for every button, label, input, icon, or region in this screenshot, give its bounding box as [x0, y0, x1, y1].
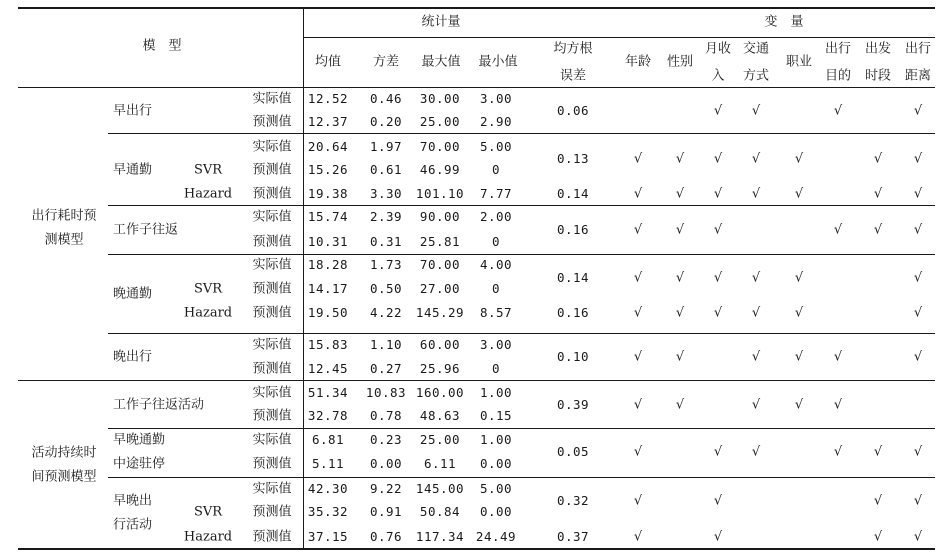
block-name: 早出行: [113, 103, 153, 118]
block-name-line1: 早晚出: [113, 493, 153, 508]
min-value: 2.00: [479, 208, 513, 224]
check-mark-income: √: [713, 151, 723, 166]
check-mark-age: √: [633, 151, 643, 166]
submodel-label: SVR: [193, 162, 223, 178]
max-value: 145.29: [415, 304, 465, 320]
value-type-label: 预测值: [252, 529, 292, 545]
check-mark-income: √: [713, 103, 723, 118]
check-mark-gender: √: [675, 270, 685, 285]
block-rule: [108, 205, 935, 206]
check-mark-age: √: [633, 493, 643, 508]
check-mark-purpose: √: [833, 444, 843, 460]
col-header-income-line2: 入: [711, 68, 725, 84]
block-rule: [108, 133, 935, 134]
check-mark-job: √: [794, 305, 804, 321]
max-value: 30.00: [419, 90, 461, 106]
min-value: 8.57: [479, 304, 513, 320]
variance-value: 0.50: [369, 280, 403, 296]
check-mark-distance: √: [913, 493, 923, 508]
min-value: 0.00: [479, 455, 513, 471]
check-mark-distance: √: [913, 151, 923, 166]
stats-header: 统计量: [421, 14, 461, 30]
max-value: 70.00: [419, 256, 461, 272]
min-value: 0: [491, 360, 501, 376]
block-name-line2: 中途驻停: [113, 456, 166, 472]
rmse-value: 0.39: [556, 396, 590, 412]
check-mark-age: √: [633, 305, 643, 321]
mean-value: 32.78: [307, 407, 349, 423]
max-value: 25.96: [419, 360, 461, 376]
col-header-rmse-line1: 均方根: [553, 41, 593, 57]
col-header-age: 年龄: [624, 54, 652, 70]
value-type-label: 预测值: [252, 162, 292, 178]
variance-value: 0.20: [369, 113, 403, 129]
max-value: 46.99: [419, 161, 461, 177]
block-rule: [108, 333, 935, 334]
submodel-label: Hazard: [183, 529, 233, 545]
check-mark-job: √: [794, 270, 804, 285]
min-value: 0: [491, 161, 501, 177]
variance-value: 1.97: [369, 138, 403, 154]
mean-value: 20.64: [307, 138, 349, 154]
col-header-mode-line1: 交通: [742, 41, 770, 57]
rmse-value: 0.13: [556, 150, 590, 166]
check-mark-income: √: [713, 222, 723, 237]
mean-value: 37.15: [307, 528, 349, 544]
rmse-value: 0.14: [556, 185, 590, 201]
rmse-value: 0.16: [556, 221, 590, 237]
check-mark-mode: √: [751, 270, 761, 285]
col-header-rmse-line2: 误差: [559, 68, 587, 84]
mean-value: 18.28: [307, 256, 349, 272]
max-value: 60.00: [419, 336, 461, 352]
check-mark-mode: √: [751, 103, 761, 118]
check-mark-purpose: √: [833, 349, 843, 365]
col-header-distance-line2: 距离: [904, 68, 932, 84]
value-type-label: 预测值: [252, 504, 292, 520]
check-mark-period: √: [873, 186, 883, 202]
variance-value: 3.30: [369, 185, 403, 201]
block-rule: [108, 254, 935, 255]
min-value: 7.77: [479, 185, 513, 201]
max-value: 48.63: [419, 407, 461, 423]
check-mark-mode: √: [751, 186, 761, 202]
check-mark-period: √: [873, 493, 883, 508]
check-mark-income: √: [713, 305, 723, 321]
check-mark-mode: √: [751, 444, 761, 460]
min-value: 0: [491, 280, 501, 296]
check-mark-age: √: [633, 444, 643, 460]
col-header-gender: 性别: [666, 54, 694, 70]
rmse-value: 0.32: [556, 492, 590, 508]
check-mark-distance: √: [913, 222, 923, 237]
check-mark-age: √: [633, 270, 643, 285]
rmse-value: 0.37: [556, 528, 590, 544]
group-label-line1: 出行耗时预: [31, 208, 97, 224]
max-value: 117.34: [415, 528, 465, 544]
block-name: 晚通勤: [113, 286, 153, 302]
check-mark-distance: √: [913, 305, 923, 321]
block-rule: [108, 428, 935, 429]
min-value: 4.00: [479, 256, 513, 272]
check-mark-income: √: [713, 444, 723, 460]
check-mark-gender: √: [675, 222, 685, 237]
min-value: 24.49: [475, 528, 517, 544]
mean-value: 12.37: [307, 113, 349, 129]
max-value: 160.00: [415, 384, 465, 400]
col-header-purpose-line2: 目的: [824, 68, 852, 84]
check-mark-distance: √: [913, 186, 923, 202]
stats-divider: [303, 7, 304, 548]
min-value: 0.15: [479, 407, 513, 423]
top-rule: [18, 7, 935, 9]
max-value: 25.81: [419, 233, 461, 249]
value-type-label: 实际值: [252, 481, 292, 497]
check-mark-period: √: [873, 444, 883, 460]
value-type-label: 实际值: [252, 209, 292, 225]
check-mark-gender: √: [675, 397, 685, 412]
max-value: 101.10: [415, 185, 465, 201]
min-value: 0.00: [479, 503, 513, 519]
check-mark-purpose: √: [833, 397, 843, 412]
mean-value: 15.83: [307, 336, 349, 352]
submodel-label: SVR: [193, 281, 223, 297]
col-header-income-line1: 月收: [704, 41, 732, 57]
col-header-period-line2: 时段: [864, 68, 892, 84]
rmse-value: 0.05: [556, 443, 590, 459]
min-value: 3.00: [479, 90, 513, 106]
value-type-label: 预测值: [252, 281, 292, 297]
mean-value: 10.31: [307, 233, 349, 249]
check-mark-age: √: [633, 222, 643, 237]
block-name-line1: 早晚通勤: [113, 432, 166, 448]
value-type-label: 实际值: [252, 337, 292, 353]
check-mark-job: √: [794, 349, 804, 365]
col-header-purpose-line1: 出行: [824, 41, 852, 57]
mean-value: 14.17: [307, 280, 349, 296]
value-type-label: 预测值: [252, 114, 292, 130]
group-label-line2: 测模型: [44, 232, 84, 248]
header-bottom-rule: [18, 87, 935, 88]
vars-header: 变 量: [764, 14, 804, 30]
check-mark-age: √: [633, 397, 643, 412]
check-mark-period: √: [873, 151, 883, 166]
max-value: 90.00: [419, 208, 461, 224]
max-value: 6.11: [423, 455, 457, 471]
check-mark-job: √: [794, 151, 804, 166]
block-name-line2: 行活动: [113, 517, 153, 532]
rmse-value: 0.06: [556, 102, 590, 118]
mean-value: 19.38: [307, 185, 349, 201]
check-mark-age: √: [633, 349, 643, 365]
model-header: 模 型: [142, 38, 182, 54]
max-value: 25.00: [419, 113, 461, 129]
variance-value: 2.39: [369, 208, 403, 224]
mean-value: 35.32: [307, 503, 349, 519]
max-value: 27.00: [419, 280, 461, 296]
mean-value: 42.30: [307, 480, 349, 496]
min-value: 2.90: [479, 113, 513, 129]
value-type-label: 实际值: [252, 432, 292, 448]
col-header-mean: 均值: [314, 54, 342, 70]
block-name: 工作子往返: [113, 222, 179, 237]
col-header-min: 最小值: [478, 54, 518, 70]
max-value: 50.84: [419, 503, 461, 519]
check-mark-mode: √: [751, 151, 761, 166]
check-mark-mode: √: [751, 397, 761, 412]
check-mark-period: √: [873, 222, 883, 237]
variance-value: 0.31: [369, 233, 403, 249]
mean-value: 12.52: [307, 90, 349, 106]
check-mark-distance: √: [913, 349, 923, 365]
min-value: 1.00: [479, 384, 513, 400]
value-type-label: 实际值: [252, 257, 292, 273]
variance-value: 0.46: [369, 90, 403, 106]
check-mark-income: √: [713, 493, 723, 508]
value-type-label: 预测值: [252, 234, 292, 250]
value-type-label: 预测值: [252, 305, 292, 321]
col-header-period-line1: 出发: [864, 41, 892, 57]
check-mark-purpose: √: [833, 103, 843, 118]
check-mark-mode: √: [751, 349, 761, 365]
variance-value: 0.76: [369, 528, 403, 544]
min-value: 1.00: [479, 431, 513, 447]
col-header-job: 职业: [785, 54, 813, 70]
submodel-label: Hazard: [183, 186, 233, 202]
submodel-label: SVR: [193, 504, 223, 520]
rmse-value: 0.10: [556, 348, 590, 364]
variance-value: 1.73: [369, 256, 403, 272]
check-mark-purpose: √: [833, 222, 843, 237]
value-type-label: 预测值: [252, 361, 292, 377]
mean-value: 51.34: [307, 384, 349, 400]
value-type-label: 预测值: [252, 408, 292, 424]
variance-value: 4.22: [369, 304, 403, 320]
rmse-value: 0.14: [556, 269, 590, 285]
value-type-label: 预测值: [252, 456, 292, 472]
header-sub-rule: [303, 37, 935, 38]
check-mark-income: √: [713, 529, 723, 545]
variance-value: 0.00: [369, 455, 403, 471]
check-mark-gender: √: [675, 186, 685, 202]
mean-value: 12.45: [307, 360, 349, 376]
check-mark-income: √: [713, 186, 723, 202]
check-mark-distance: √: [913, 529, 923, 545]
check-mark-mode: √: [751, 305, 761, 321]
variance-value: 0.61: [369, 161, 403, 177]
max-value: 70.00: [419, 138, 461, 154]
check-mark-gender: √: [675, 305, 685, 321]
variance-value: 0.27: [369, 360, 403, 376]
check-mark-gender: √: [675, 151, 685, 166]
value-type-label: 预测值: [252, 186, 292, 202]
variance-value: 0.91: [369, 503, 403, 519]
min-value: 5.00: [479, 480, 513, 496]
check-mark-job: √: [794, 186, 804, 202]
block-name: 晚出行: [113, 349, 153, 365]
group-label-line2: 间预测模型: [31, 469, 97, 485]
variance-value: 9.22: [369, 480, 403, 496]
variance-value: 0.23: [369, 431, 403, 447]
rmse-value: 0.16: [556, 304, 590, 320]
col-header-variance: 方差: [372, 54, 400, 70]
min-value: 5.00: [479, 138, 513, 154]
check-mark-gender: √: [675, 349, 685, 365]
check-mark-distance: √: [913, 444, 923, 460]
mean-value: 15.26: [307, 161, 349, 177]
mean-value: 5.11: [311, 455, 345, 471]
min-value: 0: [491, 233, 501, 249]
check-mark-period: √: [873, 529, 883, 545]
min-value: 3.00: [479, 336, 513, 352]
check-mark-age: √: [633, 186, 643, 202]
variance-value: 10.83: [365, 384, 407, 400]
variance-value: 1.10: [369, 336, 403, 352]
col-header-max: 最大值: [421, 54, 461, 70]
mean-value: 6.81: [311, 431, 345, 447]
mean-value: 15.74: [307, 208, 349, 224]
check-mark-distance: √: [913, 103, 923, 118]
block-name: 早通勤: [113, 162, 153, 178]
group-label-line1: 活动持续时: [31, 445, 97, 461]
check-mark-age: √: [633, 529, 643, 545]
check-mark-job: √: [794, 397, 804, 412]
check-mark-distance: √: [913, 270, 923, 285]
col-header-mode-line2: 方式: [742, 68, 770, 84]
mean-value: 19.50: [307, 304, 349, 320]
block-rule: [108, 477, 935, 478]
col-header-distance-line1: 出行: [904, 41, 932, 57]
submodel-label: Hazard: [183, 305, 233, 321]
value-type-label: 实际值: [252, 139, 292, 155]
value-type-label: 实际值: [252, 385, 292, 401]
bottom-rule: [18, 548, 935, 550]
group-rule: [18, 380, 935, 381]
variance-value: 0.78: [369, 407, 403, 423]
max-value: 145.00: [415, 480, 465, 496]
value-type-label: 实际值: [252, 91, 292, 107]
max-value: 25.00: [419, 431, 461, 447]
block-name: 工作子往返活动: [113, 397, 205, 412]
check-mark-income: √: [713, 270, 723, 285]
